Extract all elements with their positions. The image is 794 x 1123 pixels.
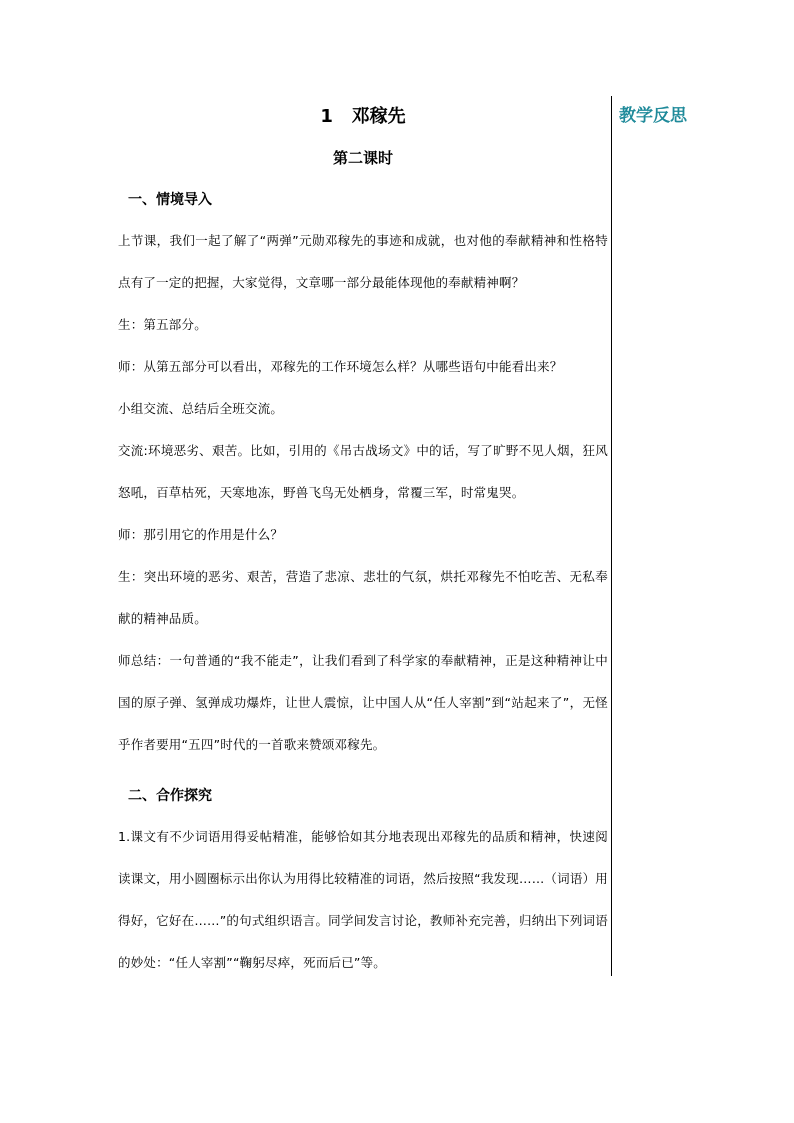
lesson-subtitle: 第二课时 bbox=[332, 149, 393, 167]
section-heading-intro: 一、情境导入 bbox=[128, 192, 212, 208]
paragraph: 生：第五部分。 bbox=[118, 317, 207, 332]
lesson-title: 1 邓稼先 bbox=[320, 106, 406, 127]
section-heading-inquiry: 二、合作探究 bbox=[128, 788, 212, 804]
paragraph: 上节课，我们一起了解了“两弹”元勋邓稼先的事迹和成就，也对他的奉献精神和性格特点有了一定的把握，大家觉得，文章哪一部分最能体现他的奉献精神啊？ bbox=[118, 233, 608, 290]
reflection-column bbox=[619, 102, 779, 130]
paragraph: 生：突出环境的恶劣、艰苦，营造了悲凉、悲壮的气氛，烘托邓稼先不怕吃苦、无私奉献的精神品质。 bbox=[118, 569, 608, 626]
paragraph: 师：从第五部分可以看出，邓稼先的工作环境怎么样？从哪些语句中能看出来？ bbox=[118, 359, 563, 374]
lesson-content bbox=[118, 100, 608, 984]
paragraph: 1.课文有不少词语用得妥帖精准，能够恰如其分地表现出邓稼先的品质和精神，快速阅读课文，用小圆圈标示出你认为用得比较精准的词语，然后按照“我发现……（词语）用得好，它好在……”的句式组织语言。同学间发言讨论，教师补充完善，归纳出下列词语的妙处：“任人宰割”“鞠躬尽瘁，死而后已”等。 bbox=[118, 829, 608, 970]
paragraph: 交流:环境恶劣、艰苦。比如，引用的《吊古战场文》中的话，写了旷野不见人烟，狂风怒吼，百草枯死，天寒地冻，野兽飞鸟无处栖身，常覆三军，时常鬼哭。 bbox=[118, 443, 608, 500]
paragraph: 师总结：一句普通的“我不能走”，让我们看到了科学家的奉献精神，正是这种精神让中国的原子弹、氢弹成功爆炸，让世人震惊，让中国人从“任人宰割”到“站起来了”，无怪乎作者要用“五四”时代的一首歌来赞颂邓稼先。 bbox=[118, 653, 608, 752]
column-divider bbox=[611, 96, 612, 976]
paragraph: 小组交流、总结后全班交流。 bbox=[118, 401, 284, 416]
paragraph: 师：那引用它的作用是什么？ bbox=[118, 527, 284, 542]
reflection-title: 教学反思 bbox=[619, 106, 687, 126]
